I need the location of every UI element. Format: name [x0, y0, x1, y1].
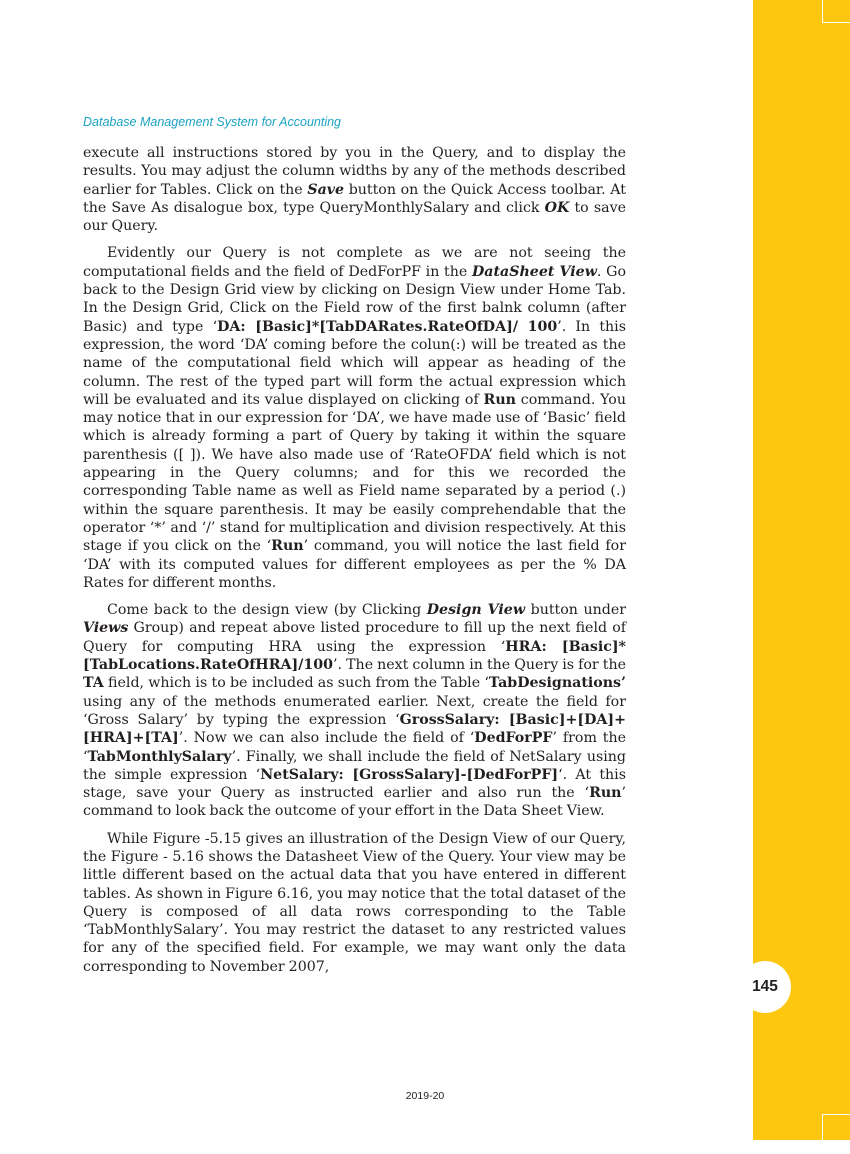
page-number: 145: [752, 978, 778, 995]
paragraph-1: [83, 144, 626, 235]
text-run: Group) and repeat above listed procedure to fill up the next field of Query for computing HRA using the expression ‘: [83, 620, 626, 655]
text-run: button under: [525, 602, 627, 619]
text-run: command. You may notice that in our expression for ‘DA’, we have made use of ‘Basic’ field which is already forming a part of Query by taking it within the square parenthesis ([ ]). We have also made use of ‘RateOFDA’ field which is not appearing in the Query columns; and for this we recorded the corresponding Table name as well as Field name separated by a period (.) within the square parenthesis. It may be easily comprehendable that the operator ‘*’ and ‘/’ stand for multiplication and division respectively. At this stage if you click on the ‘: [83, 391, 626, 555]
text-run: ’. Finally, we shall include the field of NetSalary using the simple expression ‘: [83, 748, 626, 783]
text-run: While Figure -5.15 gives an illustration of the Design View of our Query, the Figure - 5.16 shows the Datasheet View of the Query. Your view may be little different based on the actual data that you have entered in different tables. As shown in Figure 6.16, you may notice that the total dataset of the Query is composed of all data rows corresponding to the Table ‘TabMonthlySalary’. You may restrict the dataset to any restricted values for any of the specified field. For example, we may want only the data corresponding to November 2007,: [83, 830, 626, 975]
emphasized-text: TabMonthlySalary: [87, 748, 232, 765]
emphasized-text: Run: [271, 538, 304, 555]
emphasized-text: TabDesignations’: [488, 675, 626, 692]
emphasized-text: DA: [Basic]*[TabDARates.RateOfDA]/ 100: [217, 318, 558, 335]
crop-mark-top: [822, 0, 850, 23]
body-text: [83, 144, 626, 985]
emphasized-text: Run: [483, 391, 516, 408]
text-run: using any of the methods enumerated earlier. Next, create the field for ‘Gross Salary’ by typing the expression ‘: [83, 693, 626, 728]
text-run: button on the Quick Access toolbar. At the Save As disalogue box, type QueryMonthlySalary and click: [83, 181, 626, 216]
emphasized-text: GrossSalary: [Basic]+[DA]+[HRA]+[TA]: [83, 711, 626, 747]
text-run: . Go back to the Design Grid view by clicking on Design View under Home Tab. In the Design Grid, Click on the Field row of the first balnk column (after Basic) and type ‘: [83, 263, 626, 335]
crop-mark-bottom: [822, 1114, 850, 1154]
text-run: to save our Query.: [83, 199, 626, 235]
text-run: ‘. At this stage, save your Query as instructed earlier and also run the ‘: [83, 766, 626, 802]
text-run: ’. Now we can also include the field of ‘: [178, 730, 475, 747]
emphasized-text: HRA: [Basic]*[TabLocations.RateOfHRA]/100: [83, 638, 626, 674]
emphasized-text: Run: [589, 785, 622, 802]
emphasized-text: NetSalary: [GrossSalary]-[DedForPF]: [260, 766, 559, 783]
running-header: Database Management System for Accounting: [83, 115, 342, 129]
paragraph-2: [83, 244, 626, 592]
text-run: ’ from the ‘: [83, 730, 626, 765]
text-run: execute all instructions stored by you in the Query, and to display the results. You may adjust the column widths by any of the methods described earlier for Tables. Click on the: [83, 145, 626, 198]
emphasized-text: Save: [307, 181, 345, 198]
paragraph-4: [83, 830, 626, 976]
emphasized-text: DedForPF: [474, 730, 553, 747]
paragraph-3: [83, 601, 626, 821]
text-run: ’ command, you will notice the last field for ‘DA’ with its computed values for different employees as per the % DA Rates for different months.: [83, 538, 626, 591]
page-number-badge: [739, 961, 791, 1013]
emphasized-text: OK: [544, 199, 570, 216]
text-run: ’. The next column in the Query is for the: [333, 657, 626, 674]
text-run: ’ command to look back the outcome of your effort in the Data Sheet View.: [83, 785, 626, 820]
emphasized-text: DataSheet View: [471, 263, 597, 280]
emphasized-text: Views: [83, 620, 129, 637]
emphasized-text: TA: [83, 675, 104, 692]
emphasized-text: Design View: [426, 602, 526, 619]
text-run: Evidently our Query is not complete as we are not seeing the computational fields and the field of DedForPF in the: [83, 245, 626, 280]
text-run: ’. In this expression, the word ‘DA’ coming before the colun(:) will be treated as the name of the computational field which will appear as heading of the column. The rest of the typed part will form the actual expression which will be evaluated and its value displayed on clicking of: [83, 318, 626, 408]
footer-year: 2019-20: [405, 1090, 445, 1102]
text-run: field, which is to be included as such from the Table ‘: [103, 675, 489, 692]
text-run: Come back to the design view (by Clicking: [107, 602, 427, 619]
